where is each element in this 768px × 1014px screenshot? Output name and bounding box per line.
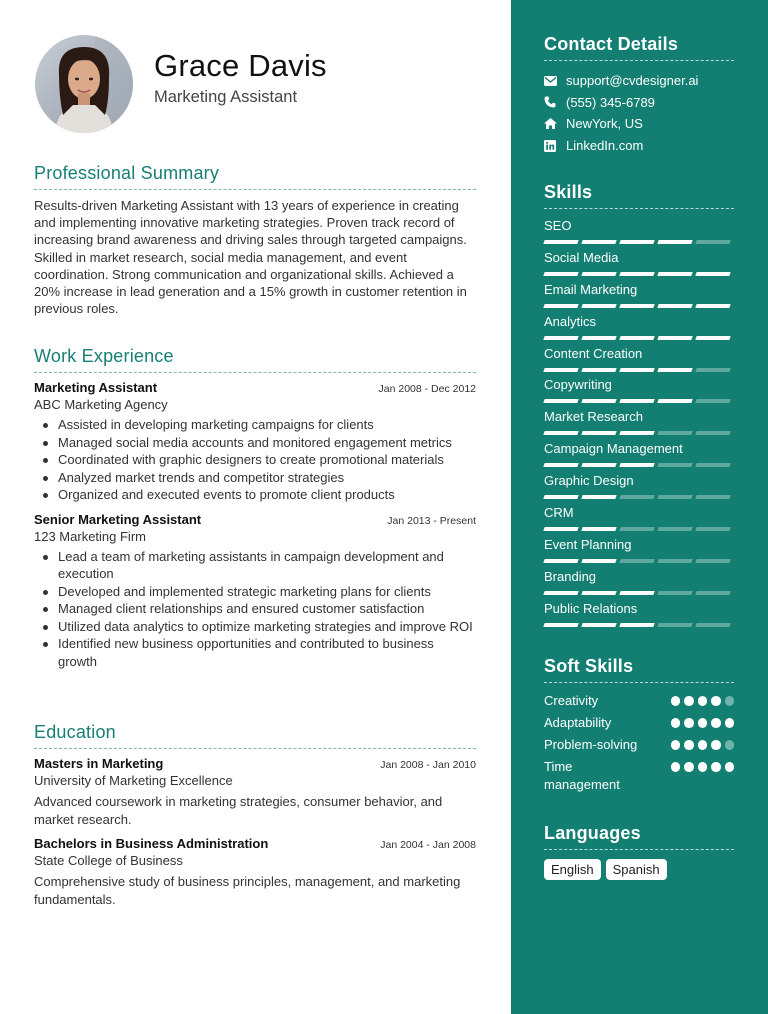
skill-level-segment [619, 527, 654, 531]
job-bullets [34, 416, 476, 504]
degree: Masters in Marketing [34, 756, 164, 771]
languages-section [544, 823, 734, 880]
rating-dot [725, 696, 735, 706]
soft-skills-section [544, 656, 734, 794]
phone-icon [544, 96, 566, 108]
language-tag: Spanish [606, 859, 667, 880]
skill-level-segment [581, 495, 616, 499]
skill-level-segment [657, 495, 692, 499]
skill-level-segment [695, 527, 730, 531]
skill-level-segment [695, 495, 730, 499]
skill-level-segment [657, 399, 692, 403]
contact-location [544, 113, 734, 135]
education-dates: Jan 2004 - Jan 2008 [380, 839, 476, 851]
skill-item [544, 473, 734, 505]
skill-level-segment [619, 272, 654, 276]
skill-level-segment [543, 591, 578, 595]
summary-text: Results-driven Marketing Assistant with 13 years of experience in creating and implementing innovative marketing strategies. Proven track record of increasing brand awareness and driving sales through targeted campaigns. Skilled in market research, social media management, and event coordination. Strong communication and organizational skills. Achieved a 20% increase in lead generation and a 15% growth in customer retention in previous roles. [34, 198, 467, 317]
soft-skill-item [544, 736, 734, 758]
job-dates: Jan 2013 - Present [387, 514, 476, 527]
skill-level-segment [581, 623, 616, 627]
skill-level-bar [544, 591, 734, 595]
skill-level-segment [543, 623, 578, 627]
linkedin-icon [544, 140, 566, 152]
skill-level-segment [695, 304, 730, 308]
skill-name: Email Marketing [544, 281, 638, 297]
rating-dot [725, 740, 735, 750]
soft-skill-item [544, 692, 734, 714]
skill-level-segment [619, 368, 654, 372]
skill-name: Market Research [544, 409, 643, 425]
skill-name: Event Planning [544, 536, 632, 552]
skill-level-segment [581, 240, 616, 244]
rating-dot [684, 696, 694, 706]
skill-level-segment [619, 559, 654, 563]
skill-item [544, 537, 734, 569]
skill-level-bar [544, 623, 734, 627]
rating-dot [698, 762, 708, 772]
contact-location-text: NewYork, US [566, 116, 643, 132]
candidate-title: Marketing Assistant [154, 88, 298, 106]
skill-item [544, 441, 734, 473]
skills-heading: Skills [544, 182, 734, 209]
skill-level-bar [544, 559, 734, 563]
contact-email-text: support@cvdesigner.ai [566, 73, 699, 89]
skill-level-segment [657, 368, 692, 372]
rating-dot [684, 740, 694, 750]
job-title: Senior Marketing Assistant [34, 511, 202, 527]
education-entry [34, 756, 476, 828]
skill-name: Copywriting [544, 377, 612, 393]
contact-linkedin-text: LinkedIn.com [566, 138, 644, 154]
skill-level-segment [581, 399, 616, 403]
skill-level-segment [581, 336, 616, 340]
job-company: 123 Marketing Firm [34, 528, 146, 544]
resume-header [34, 0, 476, 150]
skill-name: SEO [544, 218, 572, 233]
job-bullet: Organized and executed events to promote client products [34, 486, 476, 504]
job-title: Marketing Assistant [34, 380, 158, 395]
skill-level-segment [657, 527, 692, 531]
skill-level-bar [544, 399, 734, 403]
soft-skill-name: Time management [544, 759, 620, 792]
skill-level-segment [581, 527, 616, 531]
skill-name: Graphic Design [544, 473, 634, 489]
education-description: Comprehensive study of business principles, management, and marketing fundamentals. [34, 874, 461, 907]
skill-item [544, 569, 734, 601]
work-heading: Work Experience [34, 346, 476, 373]
soft-skill-rating [671, 758, 735, 772]
rating-dot [711, 696, 721, 706]
skill-level-bar [544, 527, 734, 531]
skill-item [544, 377, 734, 409]
skill-level-segment [581, 559, 616, 563]
skill-level-segment [657, 304, 692, 308]
work-experience-section [34, 346, 476, 670]
rating-dot [684, 762, 694, 772]
job-bullet: Utilized data analytics to optimize marketing strategies and improve ROI [34, 618, 476, 636]
profile-photo [35, 35, 133, 133]
skill-level-segment [619, 399, 654, 403]
education-description: Advanced coursework in marketing strategies, consumer behavior, and market research. [34, 794, 443, 827]
rating-dot [671, 718, 681, 728]
school: University of Marketing Excellence [34, 773, 233, 788]
soft-skill-name: Adaptability [544, 715, 612, 730]
skill-level-segment [619, 240, 654, 244]
skill-level-segment [619, 431, 654, 435]
skill-level-segment [619, 304, 654, 308]
school: State College of Business [34, 853, 183, 868]
skill-level-segment [695, 463, 730, 467]
contact-section [544, 34, 734, 156]
skill-level-segment [695, 272, 730, 276]
skill-item [544, 601, 734, 633]
education-entry [34, 836, 476, 908]
job-bullet: Lead a team of marketing assistants in campaign development and execution [34, 548, 476, 583]
rating-dot [711, 740, 721, 750]
job-bullet: Managed client relationships and ensured customer satisfaction [34, 600, 476, 618]
skill-level-segment [543, 304, 578, 308]
skill-level-segment [543, 559, 578, 563]
skill-name: Social Media [544, 249, 619, 265]
soft-skill-name: Creativity [544, 693, 599, 708]
skill-level-bar [544, 304, 734, 308]
skill-level-segment [657, 240, 692, 244]
skill-level-bar [544, 336, 734, 340]
skill-name: Content Creation [544, 345, 643, 361]
sidebar [511, 0, 768, 1014]
job-bullets [34, 548, 476, 671]
home-icon [544, 118, 566, 129]
skill-level-segment [619, 336, 654, 340]
soft-skill-rating [671, 714, 735, 728]
skill-level-segment [695, 591, 730, 595]
skill-level-bar [544, 368, 734, 372]
skill-item [544, 409, 734, 441]
skill-level-segment [543, 240, 578, 244]
job-company: ABC Marketing Agency [34, 397, 168, 412]
skill-level-segment [581, 368, 616, 372]
skill-level-segment [543, 463, 578, 467]
skill-level-segment [657, 431, 692, 435]
skill-level-segment [695, 240, 730, 244]
contact-phone[interactable] [544, 92, 734, 114]
candidate-name: Grace Davis [154, 48, 327, 83]
skill-level-segment [619, 591, 654, 595]
rating-dot [698, 740, 708, 750]
job-bullet: Managed social media accounts and monitored engagement metrics [34, 434, 476, 452]
skill-item [544, 346, 734, 378]
skill-item [544, 505, 734, 537]
soft-skill-item [544, 758, 734, 794]
summary-heading: Professional Summary [34, 163, 476, 190]
soft-skill-rating [671, 736, 735, 750]
job-bullet: Analyzed market trends and competitor strategies [34, 469, 476, 487]
skill-level-segment [543, 368, 578, 372]
skill-level-segment [657, 463, 692, 467]
skill-level-segment [695, 368, 730, 372]
skill-level-segment [543, 527, 578, 531]
soft-skill-rating [671, 692, 735, 706]
education-dates: Jan 2008 - Jan 2010 [380, 759, 476, 771]
skill-level-segment [543, 495, 578, 499]
rating-dot [725, 762, 735, 772]
skill-name: CRM [544, 505, 574, 521]
contact-email[interactable] [544, 70, 734, 92]
email-icon [544, 76, 566, 86]
language-tag: English [544, 859, 601, 880]
language-tags [544, 859, 734, 880]
skill-level-segment [657, 591, 692, 595]
job-bullet: Assisted in developing marketing campaigns for clients [34, 416, 476, 434]
rating-dot [711, 762, 721, 772]
skill-item [544, 218, 734, 250]
soft-skill-item [544, 714, 734, 736]
rating-dot [671, 762, 681, 772]
job-entry [34, 512, 476, 671]
skill-name: Campaign Management [544, 441, 683, 457]
rating-dot [711, 718, 721, 728]
job-bullet: Developed and implemented strategic marketing plans for clients [34, 583, 476, 601]
skill-level-segment [543, 399, 578, 403]
job-dates: Jan 2008 - Dec 2012 [378, 383, 476, 395]
rating-dot [671, 740, 681, 750]
education-section [34, 722, 476, 908]
skill-level-segment [695, 623, 730, 627]
rating-dot [671, 696, 681, 706]
skill-level-bar [544, 272, 734, 276]
contact-linkedin[interactable] [544, 135, 734, 157]
soft-skills-heading: Soft Skills [544, 656, 734, 683]
summary-section [34, 163, 476, 317]
skill-level-segment [695, 431, 730, 435]
soft-skills-list [544, 692, 734, 794]
skill-level-segment [695, 559, 730, 563]
skill-level-segment [619, 463, 654, 467]
skill-name: Public Relations [544, 600, 638, 616]
skill-level-bar [544, 495, 734, 499]
rating-dot [725, 718, 735, 728]
skill-level-segment [581, 304, 616, 308]
skill-level-segment [619, 623, 654, 627]
skill-level-bar [544, 463, 734, 467]
contact-heading: Contact Details [544, 34, 734, 61]
skill-level-segment [581, 272, 616, 276]
skill-level-bar [544, 431, 734, 435]
skill-level-segment [657, 559, 692, 563]
degree: Bachelors in Business Administration [34, 836, 269, 851]
languages-heading: Languages [544, 823, 734, 850]
rating-dot [698, 718, 708, 728]
skill-level-segment [543, 272, 578, 276]
skill-item [544, 282, 734, 314]
job-bullet: Coordinated with graphic designers to create promotional materials [34, 451, 476, 469]
contact-phone-text: (555) 345-6789 [566, 94, 655, 110]
education-heading: Education [34, 722, 476, 749]
skill-item [544, 250, 734, 282]
skill-level-segment [695, 336, 730, 340]
skill-level-segment [695, 399, 730, 403]
skills-list [544, 218, 734, 633]
rating-dot [698, 696, 708, 706]
job-bullet: Identified new business opportunities and contributed to business growth [34, 635, 476, 670]
skill-level-segment [657, 336, 692, 340]
skills-section [544, 182, 734, 633]
skill-level-segment [657, 623, 692, 627]
skill-level-segment [657, 272, 692, 276]
skill-level-segment [581, 431, 616, 435]
skill-level-segment [581, 591, 616, 595]
skill-level-segment [619, 495, 654, 499]
skill-level-bar [544, 240, 734, 244]
avatar [35, 35, 133, 133]
skill-name: Analytics [544, 313, 597, 329]
skill-item [544, 314, 734, 346]
soft-skill-name: Problem-solving [544, 737, 638, 752]
job-entry [34, 380, 476, 504]
skill-level-segment [543, 431, 578, 435]
skill-name: Branding [544, 568, 597, 584]
skill-level-segment [581, 463, 616, 467]
rating-dot [684, 718, 694, 728]
skill-level-segment [543, 336, 578, 340]
